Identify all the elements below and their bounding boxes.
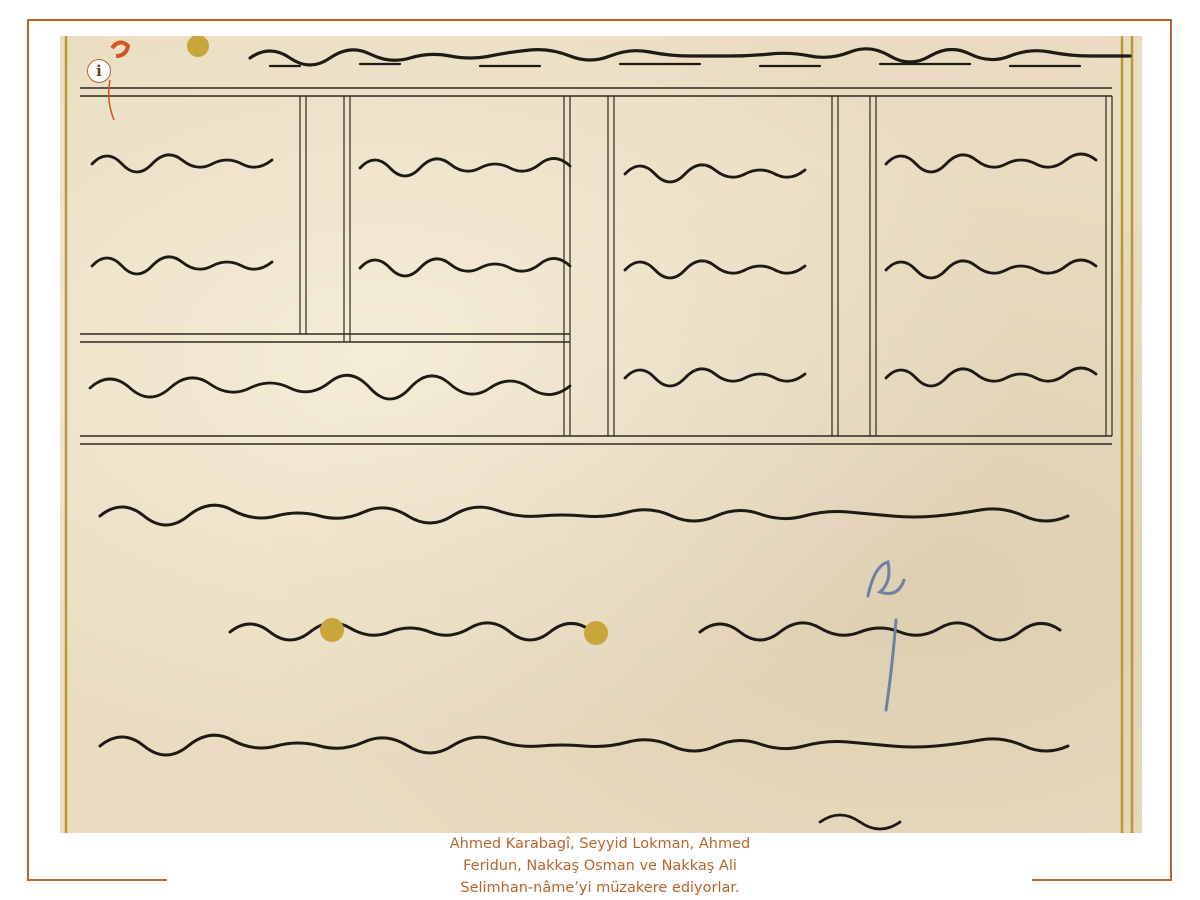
caption-line-2: Feridun, Nakkaş Osman ve Nakkaş Ali — [463, 858, 737, 874]
frame-left-border — [27, 19, 29, 880]
info-icon[interactable]: i — [87, 59, 111, 83]
image-caption — [300, 833, 900, 899]
frame-bottom-left-border — [27, 879, 167, 881]
caption-line-1: Ahmed Karabagî, Seyyid Lokman, Ahmed — [449, 836, 751, 852]
manuscript-image — [60, 36, 1142, 833]
caption-line-3: Selimhan-nâme’yi müzakere ediyorlar. — [460, 880, 740, 896]
frame-right-border — [1170, 19, 1172, 880]
frame-bottom-right-border — [1032, 879, 1172, 881]
manuscript-drawing — [60, 36, 1142, 833]
frame-top-border — [27, 19, 1172, 21]
